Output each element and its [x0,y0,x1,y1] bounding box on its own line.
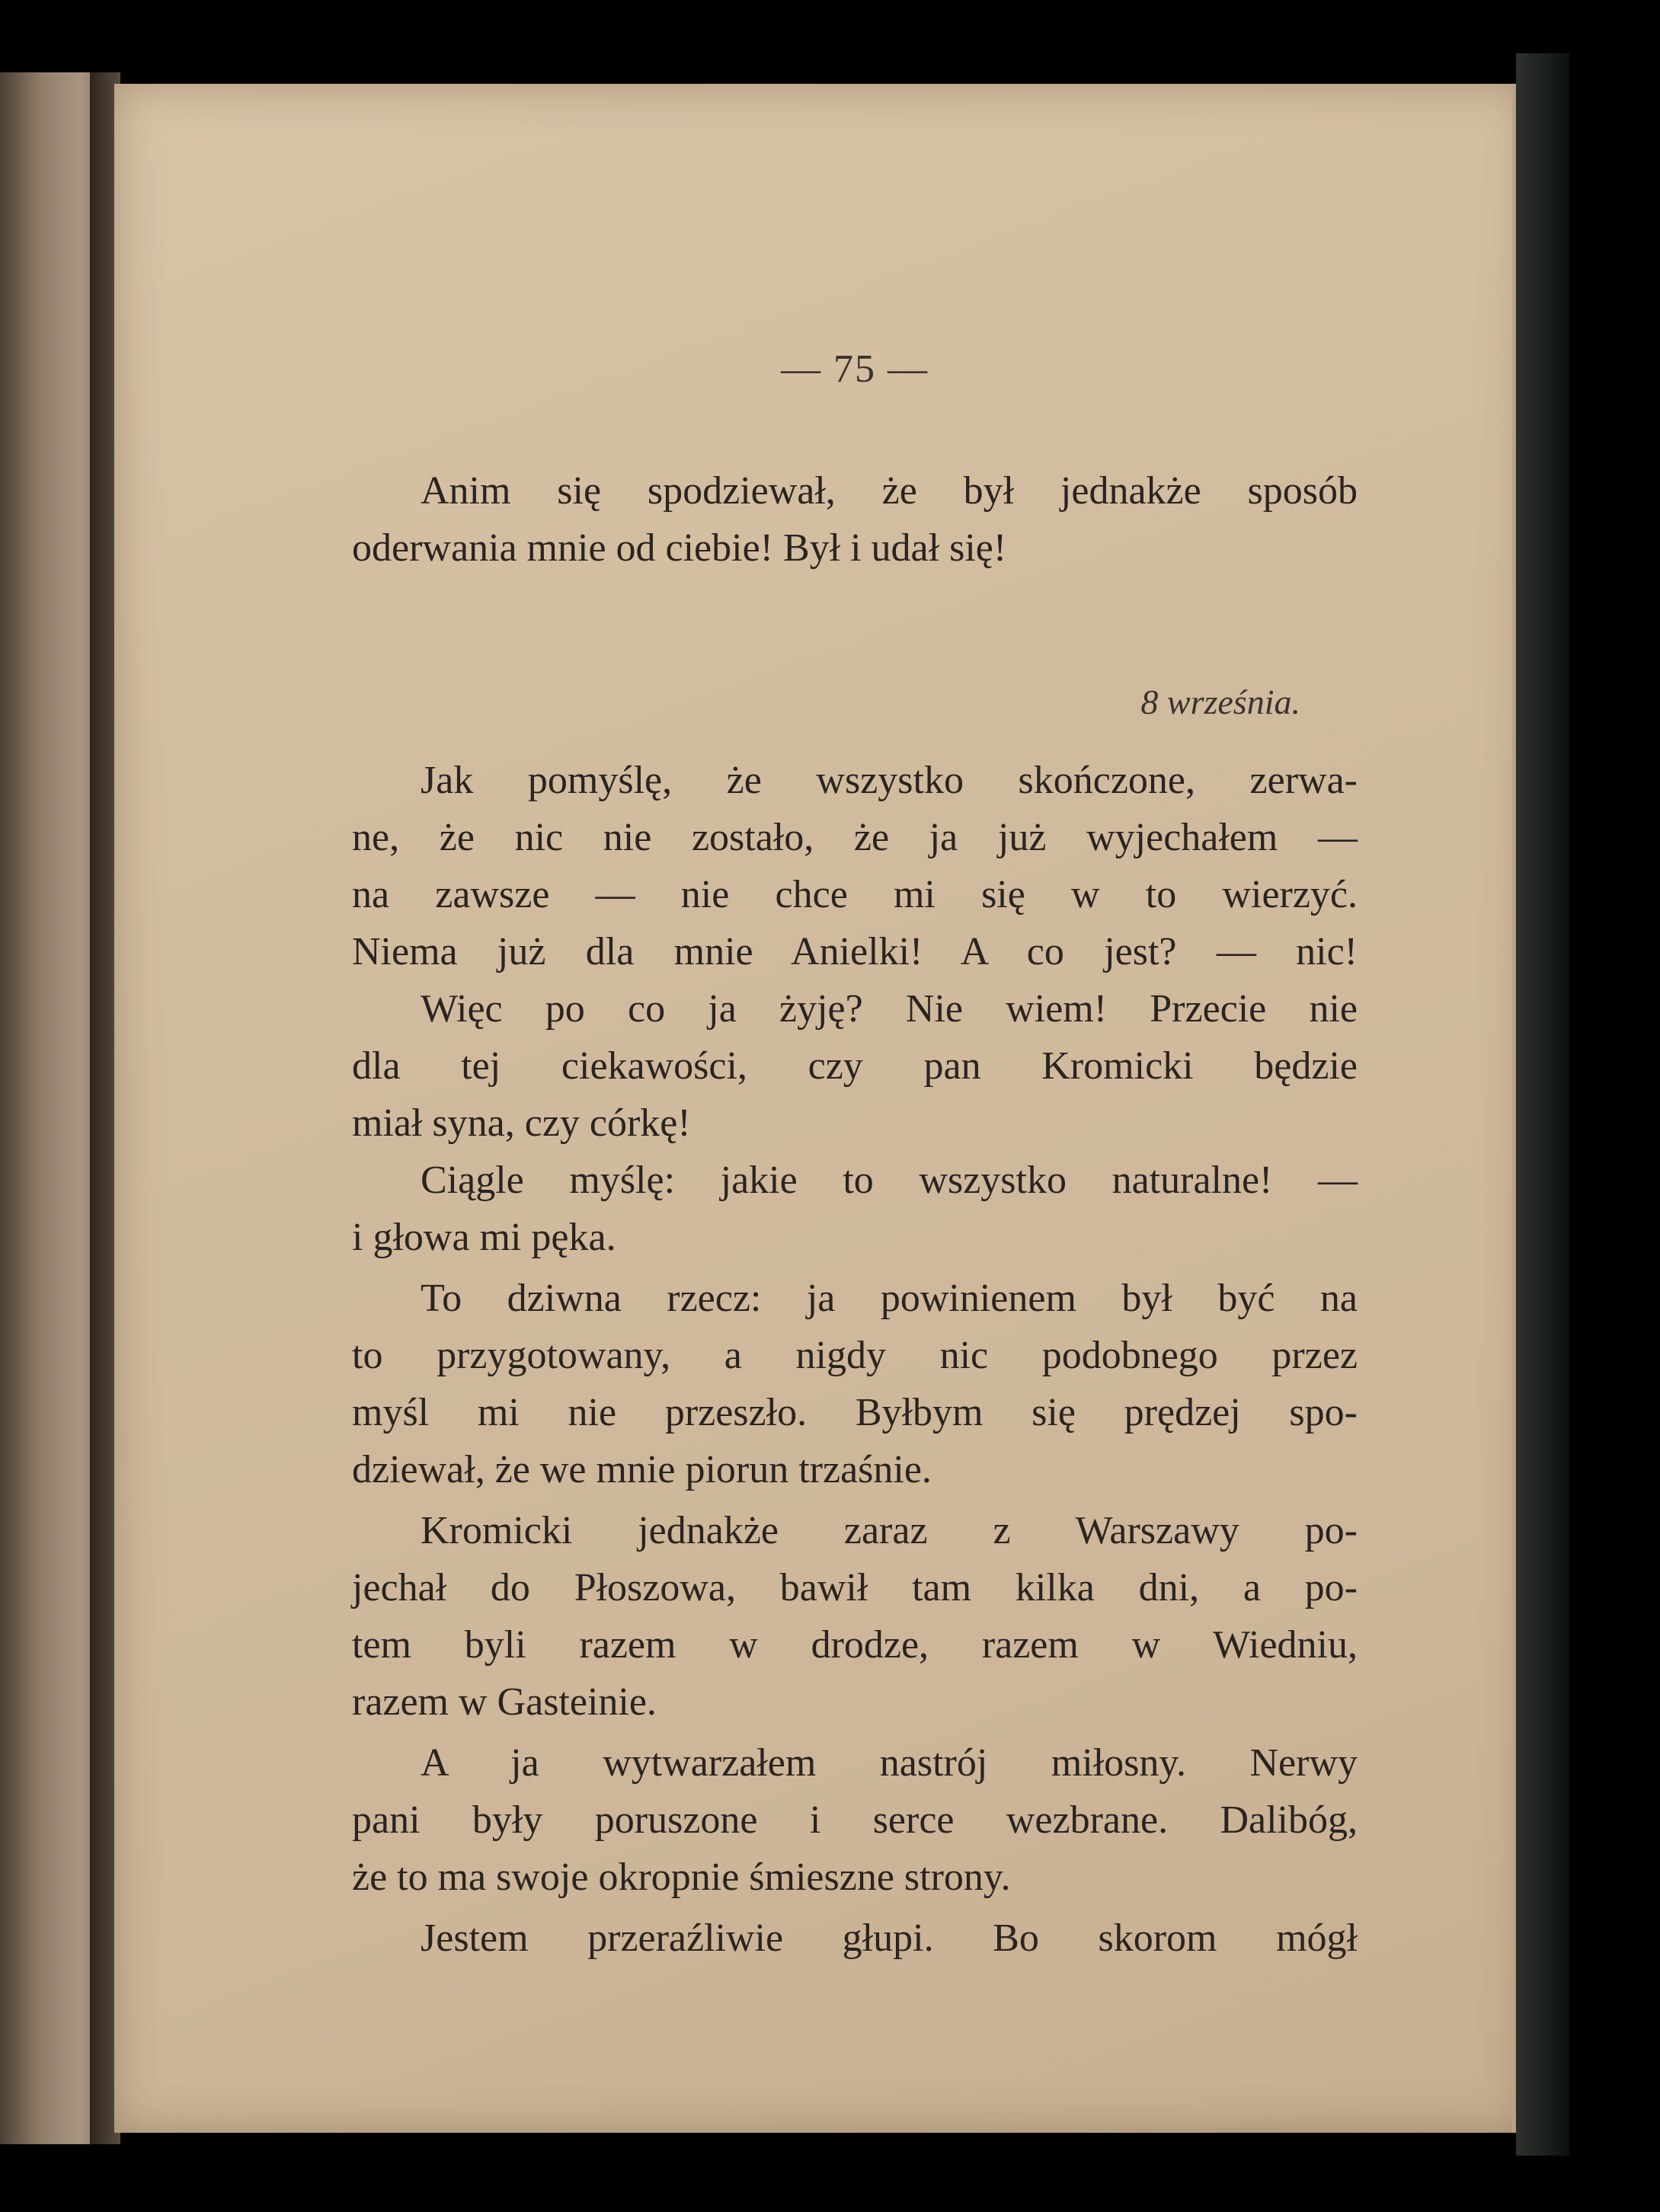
text-line: To dziwna rzecz: ja powinienem był być na [421,1277,1358,1320]
text-line: jechał do Płoszowa, bawił tam kilka dni, a po- [352,1566,1358,1609]
book-page [114,84,1527,2133]
text-line: i głowa mi pęka. [352,1216,616,1259]
text-line: dla tej ciekawości, czy pan Kromicki będzie [352,1044,1358,1088]
text-line: A ja wytwarzałem nastrój miłosny. Nerwy [421,1741,1358,1785]
text-line: na zawsze — nie chce mi się w to wierzyć. [352,873,1358,916]
text-line: razem w Gasteinie. [352,1680,657,1724]
text-line: Jak pomyślę, że wszystko skończone, zerwa- [421,759,1358,802]
text-line: że to ma swoje okropnie śmieszne strony. [352,1856,1011,1899]
text-line: dziewał, że we mnie piorun trzaśnie. [352,1448,932,1491]
text-line: pani były poruszone i serce wezbrane. Dalibóg, [352,1798,1358,1842]
text-line: Niema już dla mnie Anielki! A co jest? — nic! [352,930,1358,973]
text-line: tem byli razem w drodze, razem w Wiedniu, [352,1623,1358,1667]
text-line: Jestem przeraźliwie głupi. Bo skorom mógł [421,1916,1358,1960]
text-line: to przygotowany, a nigdy nic podobnego przez [352,1334,1358,1377]
text-line: Kromicki jednakże zaraz z Warszawy po- [421,1509,1358,1552]
text-line: ne, że nic nie zostało, że ja już wyjechałem — [352,816,1358,859]
date-heading: 8 września. [1140,682,1300,721]
text-line: miał syna, czy córkę! [352,1101,691,1145]
text-line: Ciągle myślę: jakie to wszystko naturalne! — [421,1159,1358,1202]
text-line: Anim się spodziewał, że był jednakże sposób [421,469,1358,513]
page-number: — 75 — [781,347,929,391]
text-line: oderwania mnie od ciebie! Był i udał się! [352,526,1007,570]
text-line: myśl mi nie przeszło. Byłbym się prędzej spo- [352,1391,1358,1434]
back-cover [1516,53,1569,2156]
text-line: Więc po co ja żyję? Nie wiem! Przecie nie [421,987,1358,1031]
